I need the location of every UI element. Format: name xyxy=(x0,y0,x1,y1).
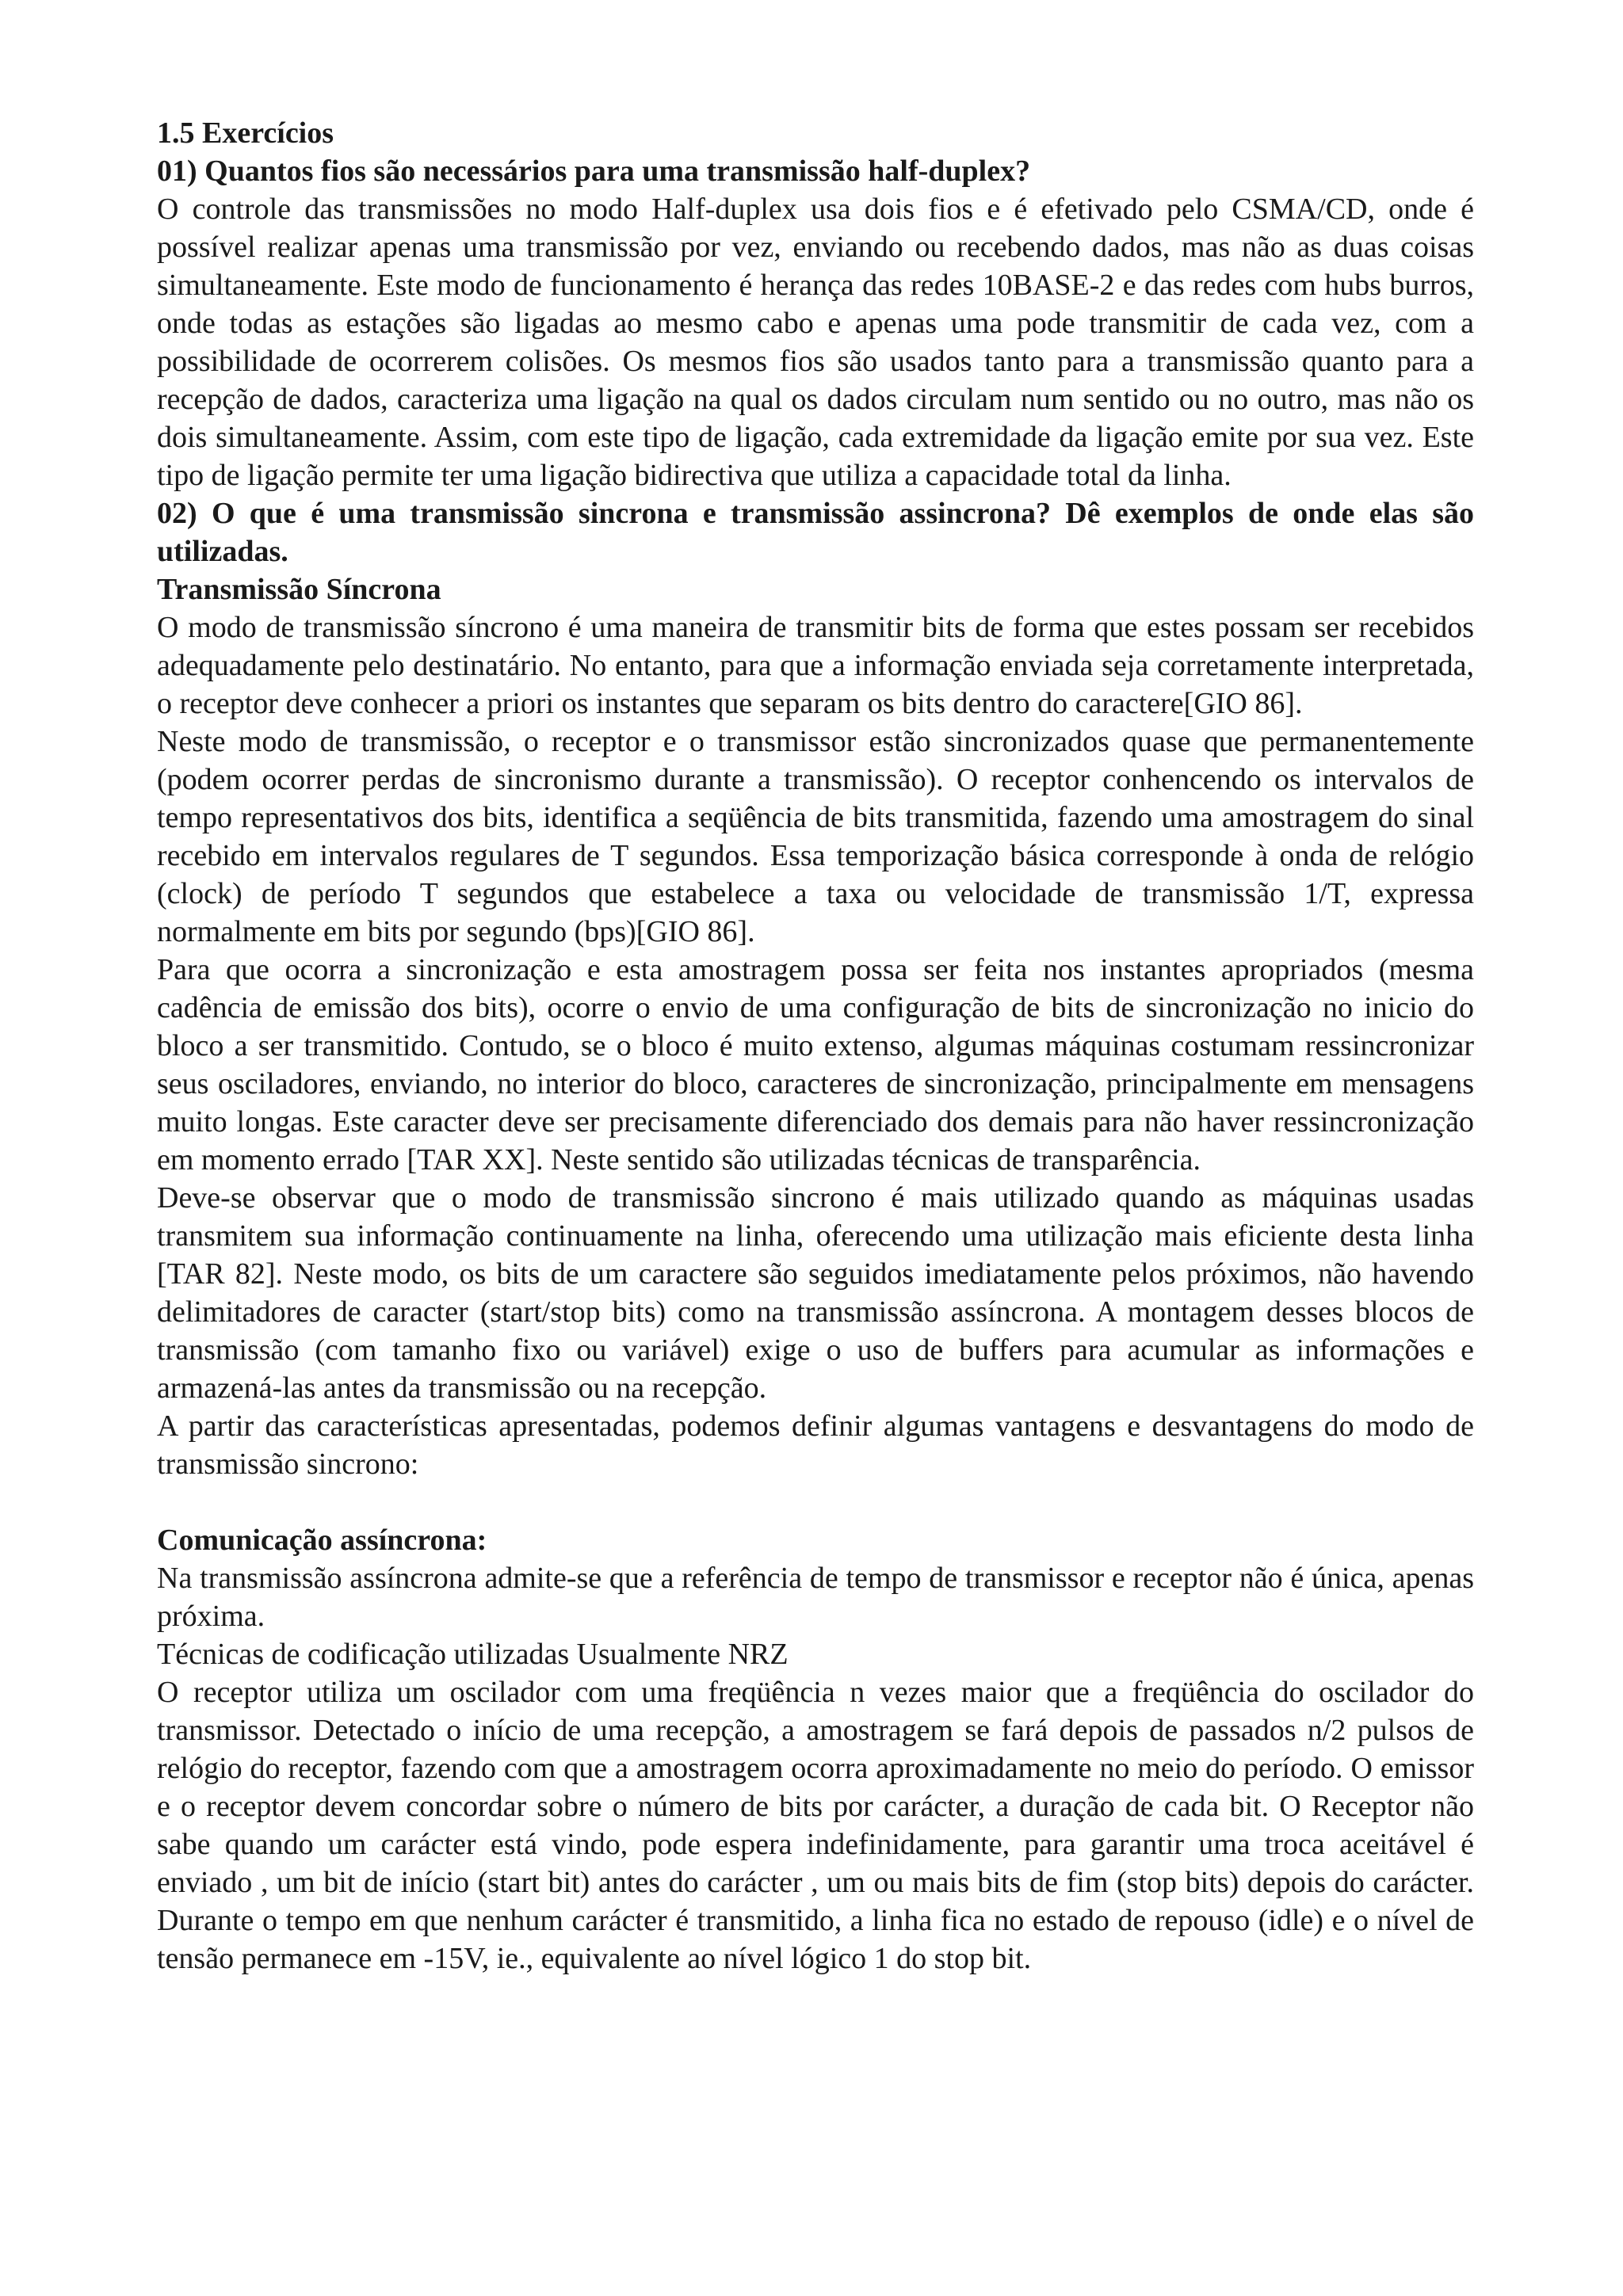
sync-heading: Transmissão Síncrona xyxy=(157,573,441,606)
sync-paragraph: A partir das características apresentadas, podemos definir algumas vantagens e desvantagens do modo de transmissão sincrono: xyxy=(157,1409,1474,1481)
sync-paragraph: Para que ocorra a sincronização e esta amostragem possa ser feita nos instantes apropriados (mesma cadência de emissão dos bits), ocorre o envio de uma configuração de bits de sincronização no inicio do bloco a ser transmitido. Contudo, se o bloco é muito extenso, algumas máquinas costumam ressincronizar seus osciladores, enviando, no interior do bloco, caracteres de sincronização, principalmente em mensagens muito longas. Este caracter deve ser precisamente diferenciado dos demais para não haver ressincronização em momento errado [TAR XX]. Neste sentido são utilizadas técnicas de transparência. xyxy=(157,953,1474,1177)
section-heading: 1.5 Exercícios xyxy=(157,116,334,150)
question-1: 01) Quantos fios são necessários para uma transmissão half-duplex? xyxy=(157,154,1031,188)
sync-paragraph: O modo de transmissão síncrono é uma maneira de transmitir bits de forma que estes possam ser recebidos adequadamente pelo destinatário. No entanto, para que a informação enviada seja corretamente interpretada, o receptor deve conhecer a priori os instantes que separam os bits dentro do caractere[GIO 86]. xyxy=(157,611,1474,720)
sync-paragraph: Neste modo de transmissão, o receptor e o transmissor estão sincronizados quase que permanentemente (podem ocorrer perdas de sincronismo durante a transmissão). O receptor conhencendo os intervalos de tempo representativos dos bits, identifica a seqüência de bits transmitida, fazendo uma amostragem do sinal recebido em intervalos regulares de T segundos. Essa temporização básica corresponde à onda de relógio (clock) de período T segundos que estabelece a taxa ou velocidade de transmissão 1/T, expressa normalmente em bits por segundo (bps)[GIO 86]. xyxy=(157,725,1474,948)
question-2: 02) O que é uma transmissão sincrona e transmissão assincrona? Dê exemplos de onde elas são utilizadas. xyxy=(157,497,1474,568)
async-intro: Na transmissão assíncrona admite-se que a referência de tempo de transmissor e receptor não é única, apenas próxima. xyxy=(157,1562,1474,1633)
async-coding-line: Técnicas de codificação utilizadas Usualmente NRZ xyxy=(157,1638,789,1671)
sync-paragraph: Deve-se observar que o modo de transmissão sincrono é mais utilizado quando as máquinas usadas transmitem sua informação continuamente na linha, oferecendo uma utilização mais eficiente desta linha [TAR 82]. Neste modo, os bits de um caractere são seguidos imediatamente pelos próximos, não havendo delimitadores de caracter (start/stop bits) como na transmissão assíncrona. A montagem desses blocos de transmissão (com tamanho fixo ou variável) exige o uso de buffers para acumular as informações e armazená-las antes da transmissão ou na recepção. xyxy=(157,1181,1474,1405)
answer-1-paragraph: O controle das transmissões no modo Half-duplex usa dois fios e é efetivado pelo CSMA/CD, onde é possível realizar apenas uma transmissão por vez, enviando ou recebendo dados, mas não as duas coisas simultaneamente. Este modo de funcionamento é herança das redes 10BASE-2 e das redes com hubs burros, onde todas as estações são ligadas ao mesmo cabo e apenas uma pode transmitir de cada vez, com a possibilidade de ocorrerem colisões. Os mesmos fios são usados tanto para a transmissão quanto para a recepção de dados, caracteriza uma ligação na qual os dados circulam num sentido ou no outro, mas não os dois simultaneamente. Assim, com este tipo de ligação, cada extremidade da ligação emite por sua vez. Este tipo de ligação permite ter uma ligação bidirectiva que utiliza a capacidade total da linha. xyxy=(157,193,1474,492)
blank-line xyxy=(157,1483,1474,1521)
async-paragraph: O receptor utiliza um oscilador com uma freqüência n vezes maior que a freqüência do oscilador do transmissor. Detectado o início de uma recepção, a amostragem se fará depois de passados n/2 pulsos de relógio do receptor, fazendo com que a amostragem ocorra aproximadamente no meio do período. O emissor e o receptor devem concordar sobre o número de bits por carácter, a duração de cada bit. O Receptor não sabe quando um carácter está vindo, pode espera indefinidamente, para garantir uma troca aceitável é enviado , um bit de início (start bit) antes do carácter , um ou mais bits de fim (stop bits) depois do carácter. Durante o tempo em que nenhum carácter é transmitido, a linha fica no estado de repouso (idle) e o nível de tensão permanece em -15V, ie., equivalente ao nível lógico 1 do stop bit. xyxy=(157,1676,1474,1975)
document-page xyxy=(157,114,1474,1978)
async-heading: Comunicação assíncrona: xyxy=(157,1524,487,1557)
